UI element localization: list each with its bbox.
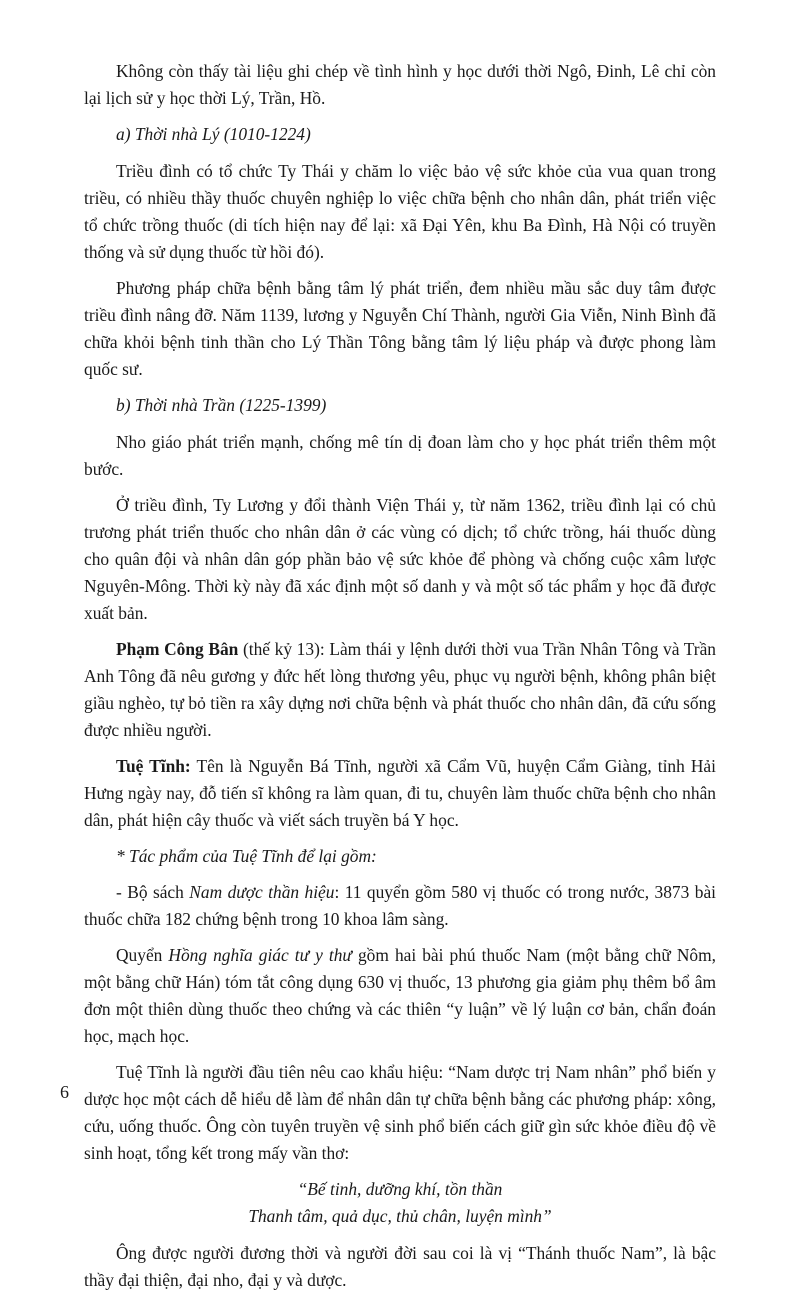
book-title-nam-duoc: Nam dược thần hiệu	[189, 882, 335, 902]
paragraph-tran-court: Ở triều đình, Ty Lương y đổi thành Viện Thái y, từ năm 1362, triều đình lại có chủ trương phát triển thuốc cho nhân dân ở các vùng có dịch; tổ chức trồng, hái thuốc dùng cho quân đội và nhân dân góp phần bảo vệ sức khỏe để phòng và chống cuộc xâm lược Nguyên-Mông. Thời kỳ này đã xác định một số danh y và một số tác phẩm y học đã được xuất bản.	[84, 495, 716, 623]
poem-line-1: “Bế tinh, dưỡng khí, tồn thần	[297, 1179, 503, 1199]
text-tue-tinh: Tên là Nguyễn Bá Tĩnh, người xã Cẩm Vũ, huyện Cẩm Giàng, tỉnh Hải Hưng ngày nay, đỗ tiến sĩ không ra làm quan, đi tu, chuyên làm thuốc chữa bệnh cho nhân dân, phát hiện cây thuốc và viết sách truyền bá Y học.	[84, 756, 716, 830]
paragraph-pham-cong-ban	[84, 636, 716, 744]
paragraph-closing: Ông được người đương thời và người đời sau coi là vị “Thánh thuốc Nam”, là bậc thầy đại thiện, đại nho, đại y và dược.	[84, 1243, 716, 1290]
nam-duoc-text: : 11 quyển gồm 580 vị thuốc có trong nước, 3873 bài thuốc chữa 182 chứng bệnh trong 10 khoa lâm sàng.	[84, 882, 716, 929]
poem-line-2: Thanh tâm, quả dục, thủ chân, luyện mình”	[248, 1206, 552, 1226]
text-pham-cong-ban: (thế kỷ 13): Làm thái y lệnh dưới thời vua Trần Nhân Tông và Trần Anh Tông đã nêu gương y đức hết lòng thương yêu, phục vụ người bệnh, không phân biệt giầu nghèo, tự bỏ tiền ra xây dựng nơi chữa bệnh và phát thuốc cho nhân dân, đã cứu sống được nhiều người.	[84, 639, 716, 740]
hong-nghia-prefix: Quyển	[116, 945, 169, 965]
section-heading-ly: a) Thời nhà Lý (1010-1224)	[116, 124, 311, 144]
works-heading: * Tác phẩm của Tuệ Tĩnh để lại gồm:	[116, 846, 377, 866]
book-title-hong-nghia: Hồng nghĩa giác tư y thư	[168, 945, 352, 965]
section-heading-tran: b) Thời nhà Trần (1225-1399)	[116, 395, 327, 415]
name-pham-cong-ban: Phạm Công Bân	[116, 639, 239, 659]
paragraph-ly-psychology: Phương pháp chữa bệnh bằng tâm lý phát triển, đem nhiều mầu sắc duy tâm được triều đình nâng đỡ. Năm 1139, lương y Nguyễn Chí Thành, người Gia Viễn, Ninh Bình đã chữa khỏi bệnh tinh thần cho Lý Thần Tông bằng tâm lý liệu pháp và được phong làm quốc sư.	[84, 278, 716, 379]
nam-duoc-prefix: - Bộ sách	[116, 882, 190, 902]
paragraph-nam-duoc	[84, 879, 716, 933]
page-number: 6	[60, 1082, 69, 1102]
paragraph-tran-confucianism: Nho giáo phát triển mạnh, chống mê tín dị đoan làm cho y học phát triển thêm một bước.	[84, 432, 716, 479]
name-tue-tinh: Tuệ Tĩnh:	[116, 756, 191, 776]
hong-nghia-text: gồm hai bài phú thuốc Nam (một bằng chữ Nôm, một bằng chữ Hán) tóm tắt công dụng 630 vị thuốc, 13 phương gia giảm phụ thêm bổ âm đơn một thiên dùng thuốc theo chứng và các thiên “y luận” về lý luận cơ bản, chẩn đoán học, mạch học.	[84, 945, 716, 1046]
paragraph-tue-tinh	[84, 753, 716, 834]
poem	[84, 1176, 716, 1230]
paragraph-slogan: Tuệ Tĩnh là người đầu tiên nêu cao khẩu hiệu: “Nam dược trị Nam nhân” phổ biến y dược học một cách dễ hiểu dễ làm để nhân dân tự chữa bệnh bằng các phương pháp: xông, cứu, uống thuốc. Ông còn tuyên truyền vệ sinh phổ biến cách giữ gìn sức khỏe điều độ về sinh hoạt, tổng kết trong mấy vần thơ:	[84, 1062, 716, 1163]
paragraph-hong-nghia	[84, 942, 716, 1050]
paragraph-ly-court: Triều đình có tổ chức Ty Thái y chăm lo việc bảo vệ sức khỏe của vua quan trong triều, có nhiều thầy thuốc chuyên nghiệp lo việc chữa bệnh cho nhân dân, phát triển việc tổ chức trồng thuốc (di tích hiện nay để lại: xã Đại Yên, khu Ba Đình, Hà Nội có truyền thống và sử dụng thuốc từ hồi đó).	[84, 161, 716, 262]
paragraph-intro: Không còn thấy tài liệu ghi chép về tình hình y học dưới thời Ngô, Đinh, Lê chỉ còn lại lịch sử y học thời Lý, Trần, Hồ.	[84, 61, 716, 108]
